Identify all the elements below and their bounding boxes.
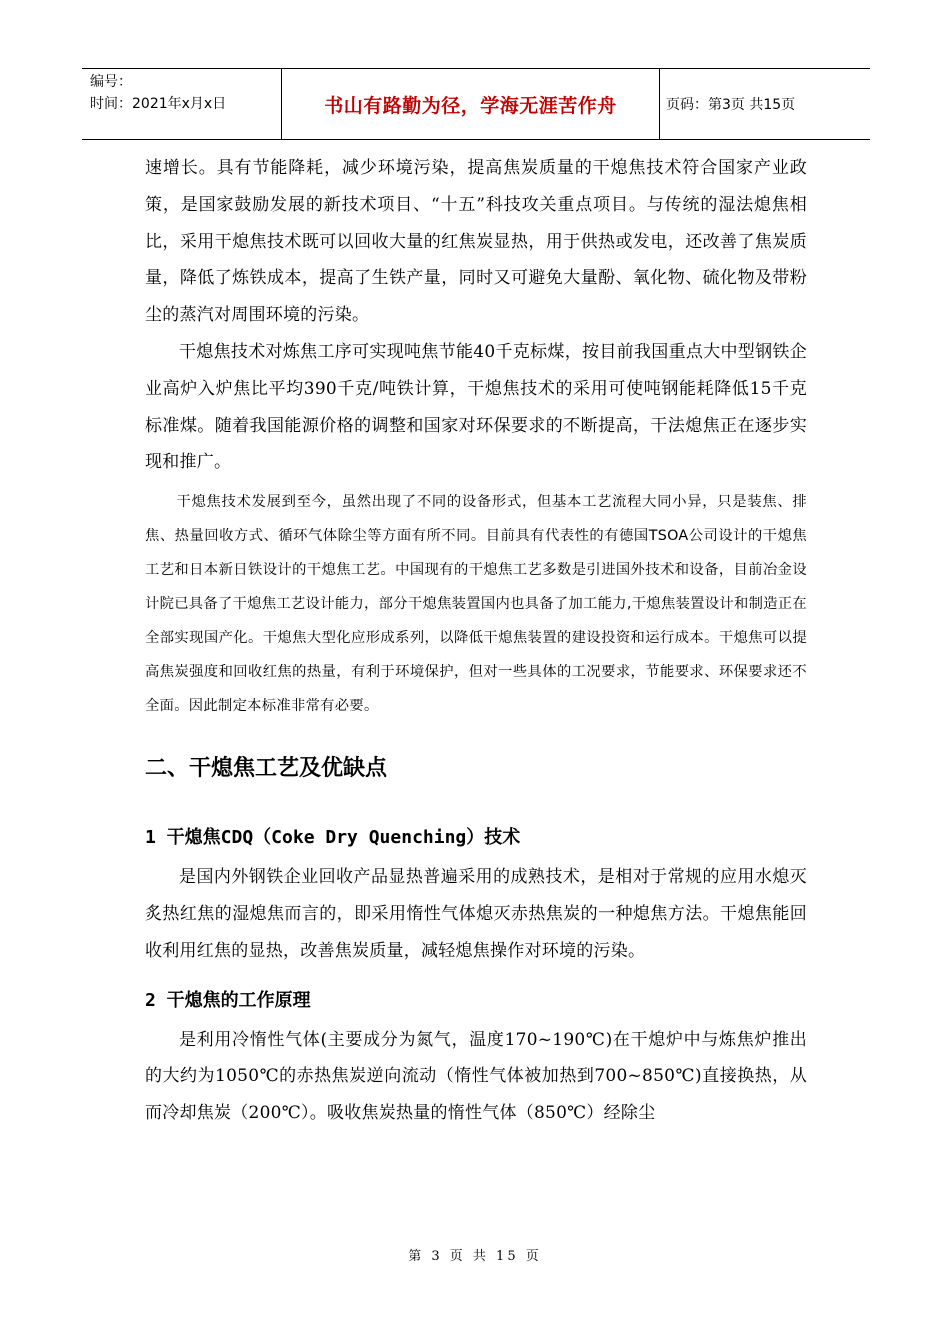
serial-label: 编号： <box>90 74 132 90</box>
header-meta-cell <box>82 69 282 139</box>
date-label: 时间：2021年x月x日 <box>90 96 227 112</box>
document-body <box>145 150 807 1132</box>
subsection-1-text: 是国内外钢铁企业回收产品显热普遍采用的成熟技术，是相对于常规的应用水熄灭炙热红焦的湿熄焦而言的，即采用惰性气体熄灭赤热焦炭的一种熄焦方法。干熄焦能回收利用红焦的显热，改善焦炭质量，减轻熄焦操作对环境的污染。 <box>145 867 807 961</box>
header-motto: 书山有路勤为径，学海无涯苦作舟 <box>282 69 660 139</box>
subsection-2-text: 是利用冷惰性气体(主要成分为氮气，温度170~190℃)在干熄炉中与炼焦炉推出的大约为1050℃的赤热焦炭逆向流动（惰性气体被加热到700~850℃)直接换热，从而冷却焦炭（200℃）。吸收焦炭热量的惰性气体（850℃）经除尘 <box>145 1029 807 1124</box>
subsection-1-heading: 1 干熄焦CDQ（Coke Dry Quenching）技术 <box>145 827 521 849</box>
page-footer: 第 3 页 共 15 页 <box>408 1249 542 1264</box>
page-header <box>82 68 870 140</box>
section-2-heading: 二、干熄焦工艺及优缺点 <box>145 756 388 782</box>
header-page-info: 页码：第3页 共15页 <box>666 97 796 113</box>
subsection-2-heading: 2 干熄焦的工作原理 <box>145 989 311 1011</box>
paragraph-2: 干熄焦技术对炼焦工序可实现吨焦节能40千克标煤，按目前我国重点大中型钢铁企业高炉入炉焦比平均390千克/吨铁计算，干熄焦技术的采用可使吨钢能耗降低15千克标准煤。随着我国能源价格的调整和国家对环保要求的不断提高，干法熄焦正在逐步实现和推广。 <box>145 341 807 473</box>
paragraph-1: 速增长。具有节能降耗，减少环境污染，提高焦炭质量的干熄焦技术符合国家产业政策，是国家鼓励发展的新技术项目、“十五”科技攻关重点项目。与传统的湿法熄焦相比，采用干熄焦技术既可以回收大量的红焦炭显热，用于供热或发电，还改善了焦炭质量，降低了炼铁成本，提高了生铁产量，同时又可避免大量酚、氧化物、硫化物及带粉尘的蒸汽对周围环境的污染。 <box>145 158 807 326</box>
paragraph-3: 干熄焦技术发展到至今，虽然出现了不同的设备形式，但基本工艺流程大同小异，只是装焦、排焦、热量回收方式、循环气体除尘等方面有所不同。目前具有代表性的有德国TSOA公司设计的干熄焦工艺和日本新日铁设计的干熄焦工艺。中国现有的干熄焦工艺多数是引进国外技术和设备，目前冶金设计院已具备了干熄焦工艺设计能力，部分干熄焦装置国内也具备了加工能力,干熄焦装置设计和制造正在全部实现国产化。干熄焦大型化应形成系列，以降低干熄焦装置的建设投资和运行成本。干熄焦可以提高焦炭强度和回收红焦的热量，有利于环境保护，但对一些具体的工况要求，节能要求、环保要求还不全面。因此制定本标准非常有必要。 <box>145 494 807 715</box>
